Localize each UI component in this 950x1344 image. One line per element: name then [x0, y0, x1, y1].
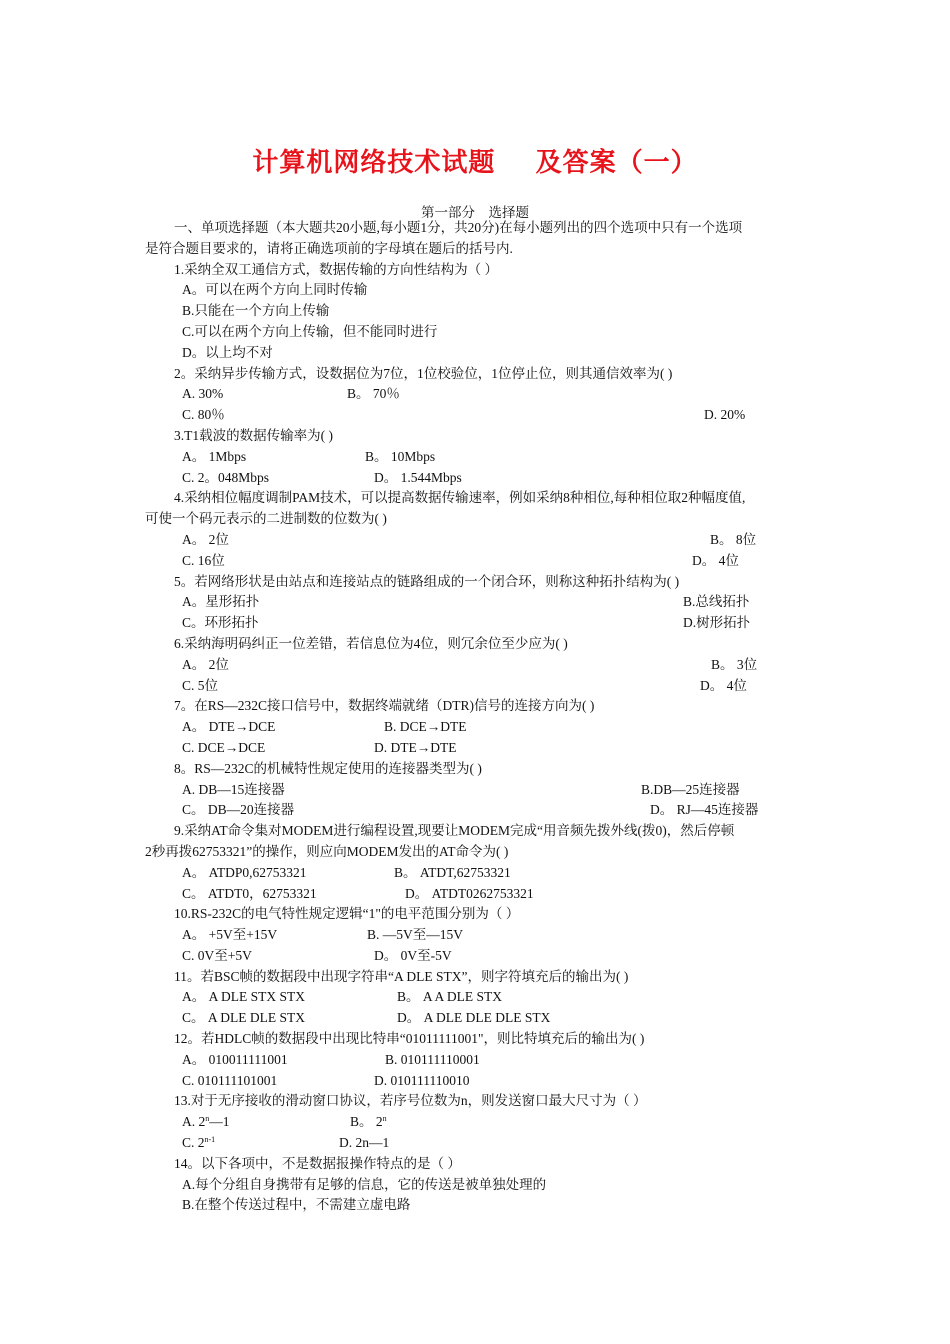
option-choice: D。 4位 [692, 552, 739, 568]
question-stem: 7。在RS—232C接口信号中，数据终端就绪（DTR)信号的连接方向为( ) [174, 698, 595, 714]
option-row [145, 946, 805, 967]
option-choice: B。 8位 [710, 531, 757, 547]
question-4 [145, 488, 805, 571]
option-choice: D。 A DLE DLE DLE STX [397, 1010, 551, 1026]
option-choice: A。 ATDP0,62753321 [182, 864, 307, 880]
option-row: A.每个分组自身携带有足够的信息，它的传送是被单独处理的 [182, 1176, 547, 1192]
question-stem: 10.RS-232C的电气特性规定逻辑“1"的电平范围分别为（ ） [174, 906, 520, 922]
question-2 [145, 364, 805, 426]
option-text: B。 2 [350, 1114, 383, 1130]
question-8 [145, 759, 805, 821]
option-choice: B。 3位 [711, 656, 758, 672]
option-choice: B。 A A DLE STX [397, 989, 503, 1005]
question-stem: 13.对于无序接收的滑动窗口协议，若序号位数为n，则发送窗口最大尺寸为（ ） [174, 1093, 647, 1109]
option-row [145, 780, 805, 801]
option-choice: B. —5V至—15V [367, 927, 464, 943]
option-choice: B. 010111110001 [385, 1051, 480, 1067]
question-6 [145, 634, 805, 696]
option-row: B.只能在一个方向上传输 [182, 303, 330, 319]
question-stem: 2。采纳异步传输方式，设数据位为7位，1位校验位，1位停止位，则其通信效率为( ) [174, 365, 673, 381]
option-row [145, 592, 805, 613]
option-row [145, 613, 805, 634]
option-choice: D. 010111110010 [374, 1072, 470, 1088]
option-exponent: n [205, 1114, 210, 1124]
question-14 [145, 1154, 805, 1216]
option-row [145, 1071, 805, 1092]
option-choice: D。 RJ—45连接器 [650, 802, 759, 818]
option-row [145, 800, 805, 821]
option-choice: C。 DB—20连接器 [182, 802, 295, 818]
option-row [145, 987, 805, 1008]
question-list [145, 260, 805, 1217]
question-stem: 11。若BSC帧的数据段中出现字符串“A DLE STX”，则字符填充后的输出为( ) [174, 968, 629, 984]
option-row [145, 1050, 805, 1071]
option-choice: B。 10Mbps [365, 448, 436, 464]
option-choice: D。 1.544Mbps [374, 469, 462, 485]
option-choice: C. DCE→DCE [182, 739, 266, 755]
question-5 [145, 572, 805, 634]
question-stem: 1.采纳全双工通信方式，数据传输的方向性结构为（ ） [174, 261, 498, 277]
option-choice: B. DCE→DTE [384, 719, 467, 735]
option-exponent: n [382, 1114, 387, 1124]
option-row [145, 738, 805, 759]
question-stem: 5。若网络形状是由站点和连接站点的链路组成的一个闭合环，则称这种拓扑结构为( ) [174, 573, 680, 589]
option-row [145, 530, 805, 551]
document-body [145, 218, 805, 1216]
question-9 [145, 821, 805, 904]
option-choice: C. 2。048Mbps [182, 469, 270, 485]
instructions-line: 一、单项选择题（本大题共20小题,每小题1分，共20分)在每小题列出的四个选项中只有一个选项 [174, 220, 743, 235]
option-choice: A。 010011111001 [182, 1051, 288, 1067]
option-row [145, 551, 805, 572]
option-choice: D。 ATDT0262753321 [405, 885, 534, 901]
option-choice: A。 2位 [182, 531, 229, 547]
option-choice: A。星形拓扑 [182, 594, 260, 610]
option-text-suffix: —1 [209, 1114, 230, 1130]
option-choice [182, 1133, 215, 1154]
option-row: A。可以在两个方向上同时传输 [182, 282, 368, 298]
option-choice: A。 2位 [182, 656, 229, 672]
option-choice: B.总线拓扑 [683, 594, 750, 610]
option-row [145, 884, 805, 905]
question-stem: 可使一个码元表示的二进制数的位数为( ) [145, 511, 387, 527]
option-row [145, 925, 805, 946]
option-row [145, 676, 805, 697]
option-choice [339, 1133, 389, 1154]
question-stem: 8。RS—232C的机械特性规定使用的连接器类型为( ) [174, 760, 482, 776]
option-choice: D。 4位 [700, 677, 747, 693]
option-choice: D. 20% [704, 407, 746, 423]
option-choice: A. 30% [182, 386, 224, 402]
question-stem: 12。若HDLC帧的数据段中出现比特串“01011111001"，则比特填充后的输出为( ) [174, 1031, 645, 1047]
option-choice: D。 0V至-5V [374, 947, 452, 963]
option-row [145, 405, 805, 426]
question-stem: 14。以下各项中，不是数据报操作特点的是（ ） [174, 1155, 461, 1171]
question-11 [145, 967, 805, 1029]
option-choice: C. 010111101001 [182, 1072, 278, 1088]
option-row: B.在整个传送过程中，不需建立虚电路 [182, 1197, 411, 1213]
option-row [145, 468, 805, 489]
option-row [145, 1008, 805, 1029]
option-row [145, 1133, 805, 1154]
option-choice: A。 A DLE STX STX [182, 989, 306, 1005]
option-row [145, 863, 805, 884]
option-choice [350, 1112, 387, 1133]
option-choice: C. 80％ [182, 407, 225, 423]
option-choice [182, 1112, 230, 1133]
option-choice: B。 70％ [347, 386, 400, 402]
question-stem: 3.T1载波的数据传输率为( ) [174, 427, 333, 443]
question-stem: 2秒再拨62753321”的操作，则应向MODEM发出的AT命令为( ) [145, 843, 509, 859]
section-heading: 第一部分 选择题 [421, 205, 529, 220]
instructions-line: 是符合题目要求的，请将正确选项前的字母填在题后的括号内. [145, 240, 513, 256]
question-12 [145, 1029, 805, 1091]
option-text: D. 2n—1 [339, 1135, 390, 1151]
question-7 [145, 696, 805, 758]
option-text: C. 2 [182, 1135, 205, 1151]
option-choice: B.DB—25连接器 [641, 781, 740, 797]
option-choice: A. DB—15连接器 [182, 781, 285, 797]
option-choice: D.树形拓扑 [683, 615, 751, 631]
option-choice: A。 +5V至+15V [182, 927, 278, 943]
option-choice: D. DTE→DTE [374, 739, 457, 755]
option-choice: C. 0V至+5V [182, 947, 252, 963]
option-choice: A。 1Mbps [182, 448, 247, 464]
option-choice: C. 16位 [182, 552, 225, 568]
option-choice: A。 DTE→DCE [182, 719, 276, 735]
question-stem: 6.采纳海明码纠正一位差错，若信息位为4位，则冗余位至少应为( ) [174, 635, 568, 651]
question-1 [145, 260, 805, 364]
question-stem: 4.采纳相位幅度调制PAM技术，可以提高数据传输速率，例如采纳8种相位,每种相位取2种幅度值, [174, 490, 746, 506]
option-choice: C. 5位 [182, 677, 219, 693]
option-choice: C。 ATDT0，62753321 [182, 885, 317, 901]
option-row [145, 447, 805, 468]
option-row [145, 717, 805, 738]
option-choice: B。 ATDT,62753321 [394, 864, 511, 880]
option-row: D。以上均不对 [182, 344, 273, 360]
option-choice: C。环形拓扑 [182, 615, 259, 631]
option-row [145, 655, 805, 676]
option-text: A. 2 [182, 1114, 206, 1130]
option-row: C.可以在两个方向上传输，但不能同时进行 [182, 323, 438, 339]
option-row [145, 384, 805, 405]
question-3 [145, 426, 805, 488]
option-row [145, 1112, 805, 1133]
document-title: 计算机网络技术试题 及答案（一） [252, 148, 698, 178]
question-10 [145, 904, 805, 966]
option-exponent: n-1 [204, 1135, 216, 1145]
question-stem: 9.采纳AT命令集对MODEM进行编程设置,现要让MODEM完成“用音频先拨外线(拨0)，然后停顿 [174, 823, 735, 839]
option-choice: C。 A DLE DLE STX [182, 1010, 305, 1026]
question-13 [145, 1091, 805, 1153]
